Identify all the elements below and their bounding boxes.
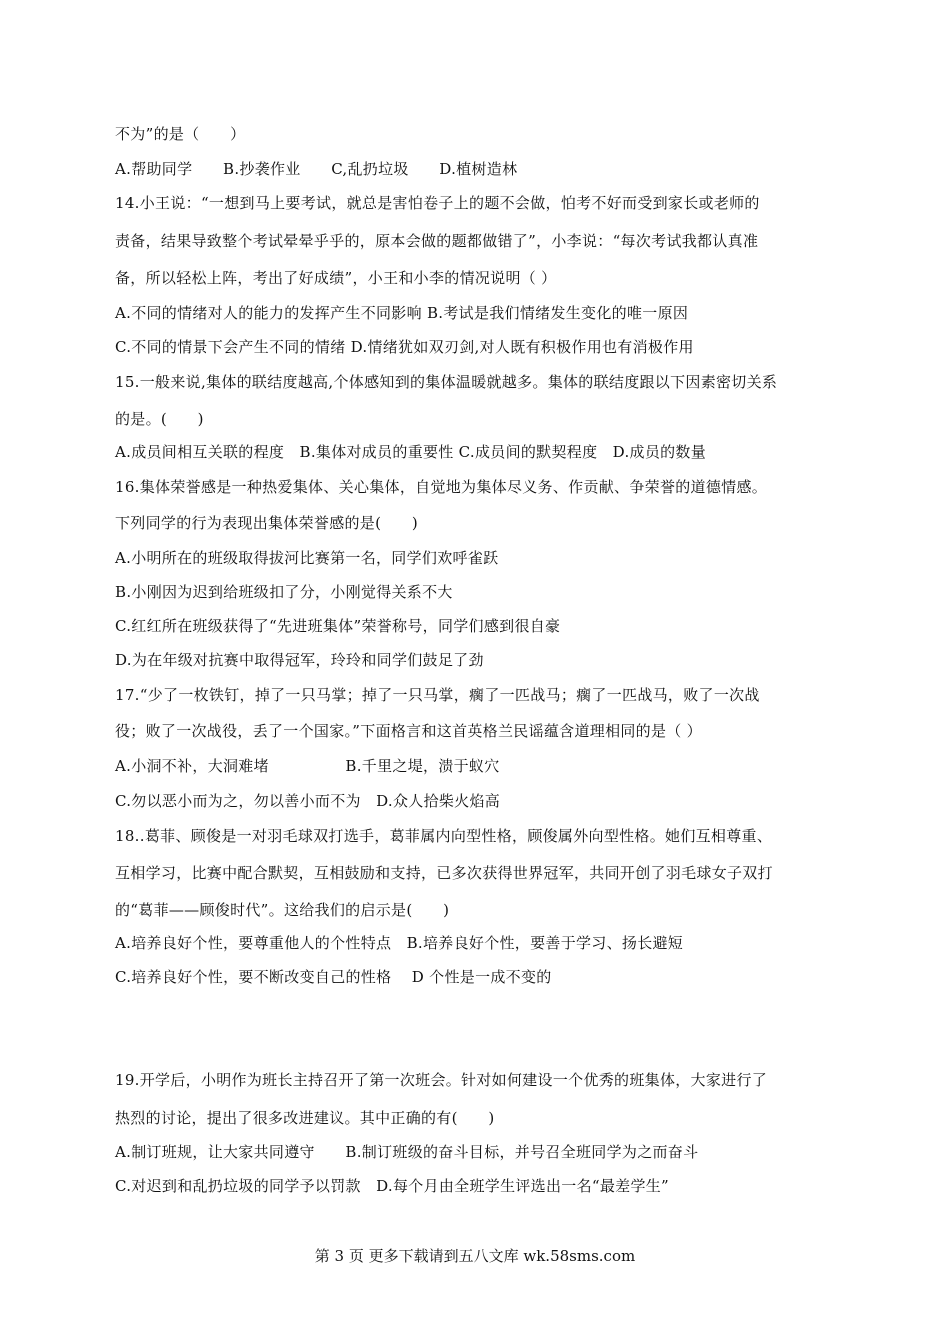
- option-line: A.培养良好个性，要尊重他人的个性特点 B.培养良好个性，要善于学习、扬长避短: [115, 934, 684, 952]
- option-line: A.制订班规，让大家共同遵守 B.制订班级的奋斗目标，并号召全班同学为之而奋斗: [115, 1143, 699, 1161]
- text-line: 不为”的是（ ）: [115, 125, 246, 143]
- question-17: 17.“少了一枚铁钉，掉了一只马掌；掉了一只马掌，瘸了一匹战马；瘸了一匹战马，败了一次战: [115, 686, 760, 704]
- question-18: 18..葛菲、顾俊是一对羽毛球双打选手，葛菲属内向型性格，顾俊属外向型性格。她们互相尊重、: [115, 827, 773, 845]
- question-16: 16.集体荣誉感是一种热爱集体、关心集体，自觉地为集体尽义务、作贡献、争荣誉的道德情感。: [115, 478, 768, 496]
- page-footer: 第 3 页 更多下载请到五八文库 wk.58sms.com: [314, 1247, 636, 1265]
- option-line: C.不同的情景下会产生不同的情绪 D.情绪犹如双刃剑,对人既有积极作用也有消极作用: [115, 338, 694, 356]
- text-line: 的是。( ): [115, 410, 204, 428]
- option-line: A.成员间相互关联的程度 B.集体对成员的重要性 C.成员间的默契程度 D.成员的数量: [115, 443, 707, 461]
- option-line: C.对迟到和乱扔垃圾的同学予以罚款 D.每个月由全班学生评选出一名“最差学生”: [115, 1177, 670, 1195]
- text-line: 役；败了一次战役，丢了一个国家。”下面格言和这首英格兰民谣蕴含道理相同的是（ ）: [115, 722, 702, 740]
- question-19: 19.开学后，小明作为班长主持召开了第一次班会。针对如何建设一个优秀的班集体，大家进行了: [115, 1071, 768, 1089]
- option-line: D.为在年级对抗赛中取得冠军，玲玲和同学们鼓足了劲: [115, 651, 484, 669]
- text-line: 的“葛菲——顾俊时代”。这给我们的启示是( ): [115, 901, 450, 919]
- option-line: A.不同的情绪对人的能力的发挥产生不同影响 B.考试是我们情绪发生变化的唯一原因: [115, 304, 689, 322]
- text-line: 责备，结果导致整个考试晕晕乎乎的，原本会做的题都做错了”，小李说：“每次考试我都认真准: [115, 232, 759, 250]
- option-line: A.小明所在的班级取得拔河比赛第一名，同学们欢呼雀跃: [115, 549, 499, 567]
- text-line: 下列同学的行为表现出集体荣誉感的是( ): [115, 514, 419, 532]
- option-line: B.小刚因为迟到给班级扣了分，小刚觉得关系不大: [115, 583, 453, 601]
- option-line: C.培养良好个性，要不断改变自己的性格 D 个性是一成不变的: [115, 968, 552, 986]
- question-15: 15.一般来说,集体的联结度越高,个体感知到的集体温暖就越多。集体的联结度跟以下因素密切关系: [115, 373, 778, 391]
- text-line: 备，所以轻松上阵，考出了好成绩”，小王和小李的情况说明（ ）: [115, 269, 557, 287]
- question-14: 14.小王说：“一想到马上要考试，就总是害怕卷子上的题不会做，怕考不好而受到家长或老师的: [115, 194, 760, 212]
- option-line: A.小洞不补，大洞难堵 B.千里之堤，溃于蚁穴: [115, 757, 500, 775]
- text-line: 热烈的讨论，提出了很多改进建议。其中正确的有( ): [115, 1109, 495, 1127]
- text-line: 互相学习，比赛中配合默契，互相鼓励和支持，已多次获得世界冠军，共同开创了羽毛球女子双打: [115, 864, 773, 882]
- option-line: C.勿以恶小而为之，勿以善小而不为 D.众人拾柴火焰高: [115, 792, 501, 810]
- option-line: C.红红所在班级获得了“先进班集体”荣誉称号，同学们感到很自豪: [115, 617, 561, 635]
- text-line: A.帮助同学 B.抄袭作业 C,乱扔垃圾 D.植树造林: [115, 160, 518, 178]
